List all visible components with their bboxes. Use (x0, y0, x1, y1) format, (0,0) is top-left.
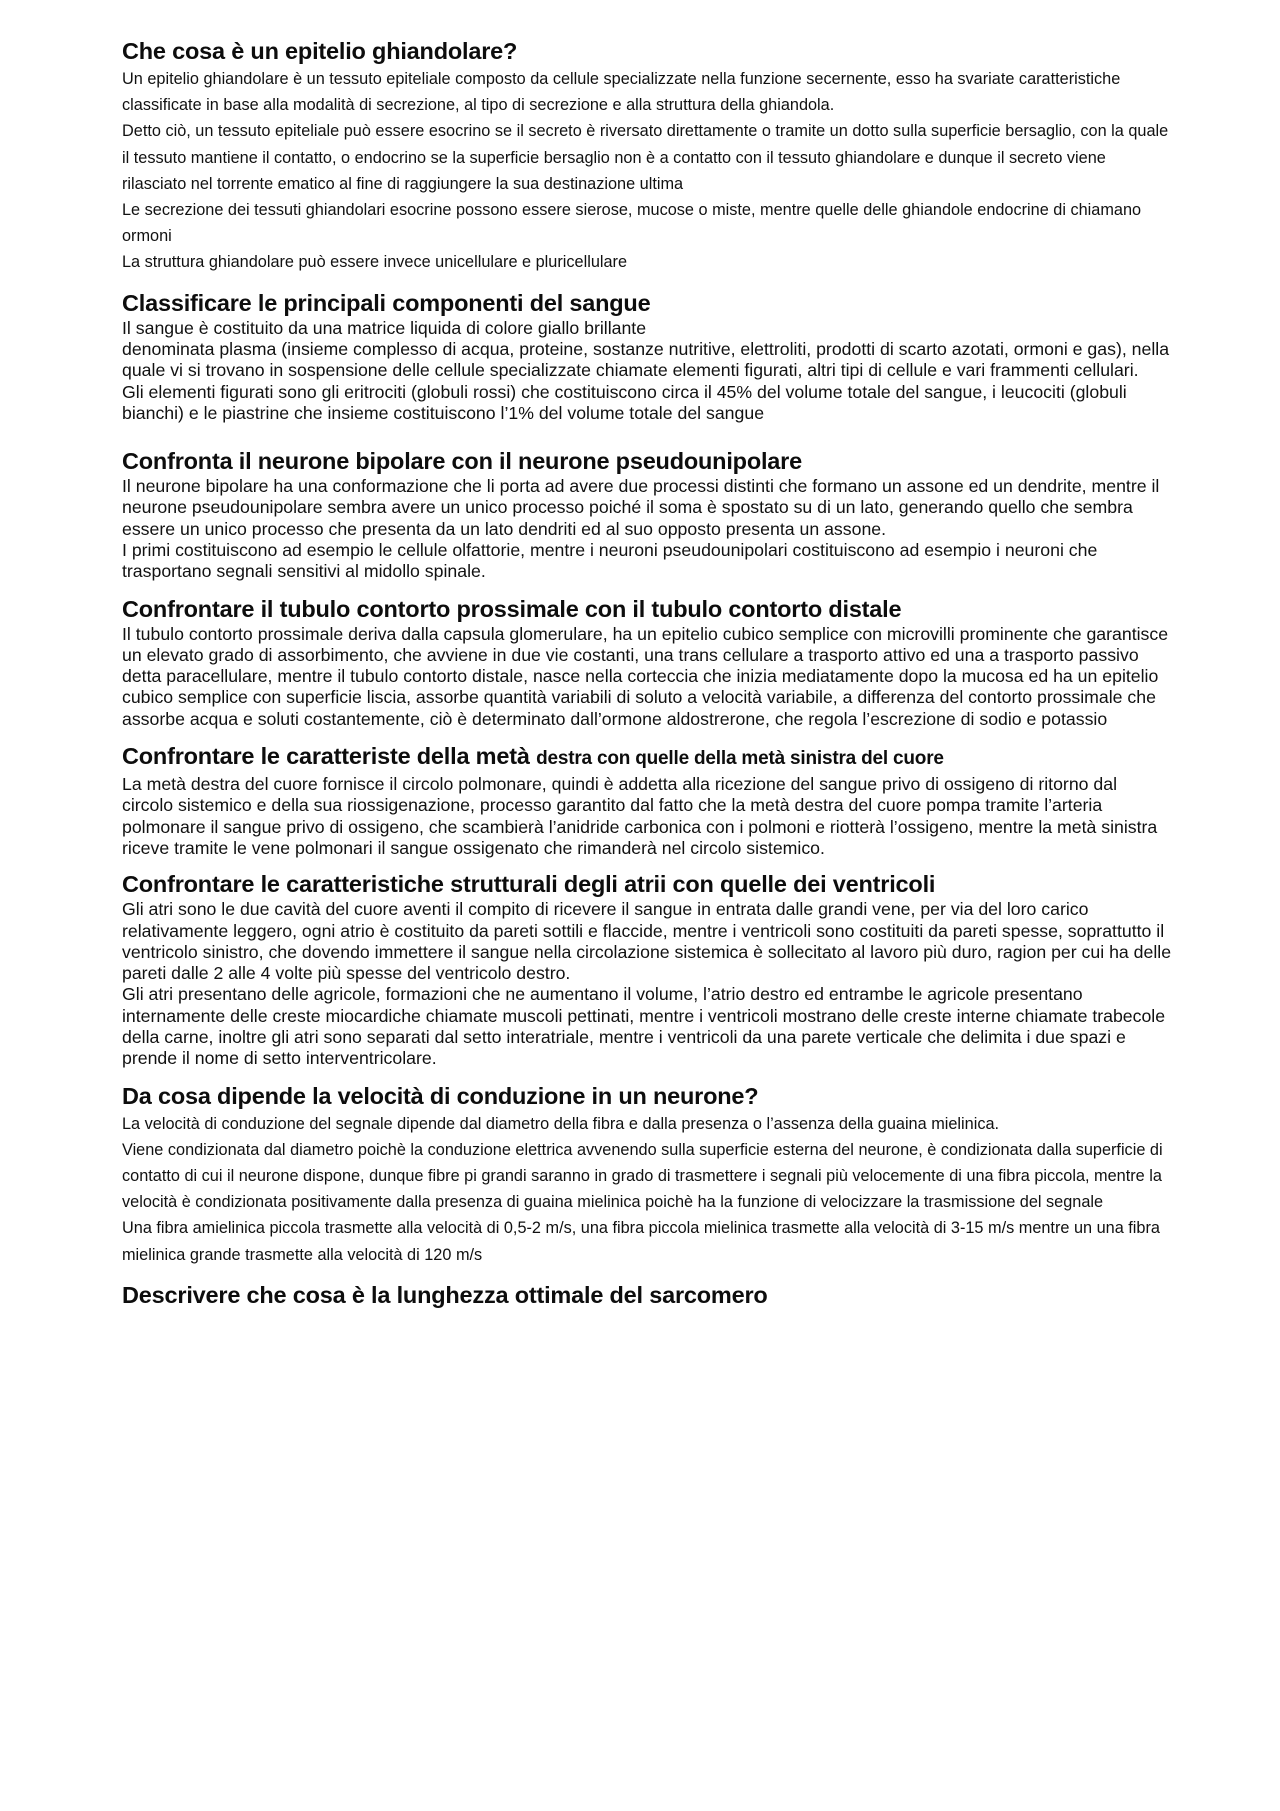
paragraph: Una fibra amielinica piccola trasmette alla velocità di 0,5-2 m/s, una fibra piccola mielinica trasmette alla velocità di 3-15 m/s mentre un una fibra mielinica grande trasmette alla velocità di 120 m/s (122, 1219, 1160, 1264)
paragraph: Gli atri presentano delle agricole, formazioni che ne aumentano il volume, l’atrio destro ed entrambe le agricole presentano internamente delle creste miocardiche chiamate muscoli pettinati, mentre i ventricoli mostrano delle creste interne chiamate trabecole della carne, inoltre gli atri sono separati dal setto interatriale, mentre i ventricoli da una parete verticale che delimita i due spazi e prende il nome di setto interventricolare. (122, 984, 1166, 1069)
section-heading: Descrivere che cosa è la lunghezza ottimale del sarcomero (122, 1281, 768, 1308)
heading-main: Confrontare le caratteriste della metà (122, 743, 530, 770)
paragraph: denominata plasma (insieme complesso di acqua, proteine, sostanze nutritive, elettroliti, prodotti di scarto azotati, ormoni e gas), nella quale vi si trovano in sospensione delle cellule specializzate chiamate elementi figurati, altri tipi di cellule e vari frammenti cellulari. (122, 338, 1170, 381)
paragraph: La struttura ghiandolare può essere invece unicellulare e pluricellulare (122, 253, 628, 272)
section-sarcomero (122, 1280, 1172, 1310)
paragraph: La velocità di conduzione del segnale dipende dal diametro della fibra e dalla presenza o l’assenza della guaina mielinica. (122, 1114, 1000, 1133)
section-heading: Da cosa dipende la velocità di conduzione in un neurone? (122, 1082, 759, 1109)
paragraph: La metà destra del cuore fornisce il circolo polmonare, quindi è addetta alla ricezione del sangue privo di ossigeno di ritorno dal circolo sistemico e della sua riossigenazione, processo garantito dal fatto che la metà destra del cuore pompa tramite l’arteria polmonare il sangue privo di ossigeno, che scambierà l’anidride carbonica con i polmoni e riotterà l’ossigeno, mentre la metà sinistra riceve tramite le vene polmonari il sangue ossigenato che rimanderà nel circolo sistemico. (122, 774, 1158, 858)
section-heading: Confrontare le caratteristiche strutturali degli atrii con quelle dei ventricoli (122, 871, 936, 898)
paragraph: Detto ciò, un tessuto epiteliale può essere esocrino se il secreto è riversato direttamente o tramite un dotto sulla superficie bersaglio, con la quale il tessuto mantiene il contatto, o endocrino se la superficie bersaglio non è a contatto con il tessuto ghiandolare e dunque il secreto viene rilasciato nel torrente ematico al fine di raggiungere la sua destinazione ultima (122, 122, 1169, 193)
section-heading: Classificare le principali componenti del sangue (122, 289, 651, 316)
section-velocita-conduzione (122, 1081, 1172, 1268)
paragraph: Il neurone bipolare ha una conformazione che li porta ad avere due processi distinti che formano un assone ed un dendrite, mentre il neurone pseudounipolare sembra avere un unico processo poiché il soma è spostato su di un lato, generando quello che sembra essere un unico processo che presenta da un lato dendriti ed al suo opposto presenta un assone. (122, 476, 1160, 539)
section-tubulo-contorto (122, 594, 1172, 730)
section-meta-cuore (122, 741, 1172, 859)
paragraph: Gli atri sono le due cavità del cuore aventi il compito di ricevere il sangue in entrata dalle grandi vene, per via del loro carico relativamente leggero, ogni atrio è costituito da pareti sottili e flaccide, mentre i ventricoli sono costituiti da pareti spesse, soprattutto il ventricolo sinistro, che dovendo immettere il sangue nella circolazione sistemica è sollecitato al lavoro più duro, ragion per cui ha delle pareti dalle 2 alle 4 volte più spesse del ventricolo destro. (122, 899, 1172, 984)
paragraph: Gli elementi figurati sono gli eritrociti (globuli rossi) che costituiscono circa il 45% del volume totale del sangue, i leucociti (globuli bianchi) e le piastrine che insieme costituiscono l’1% del volume totale del sangue (122, 381, 1127, 423)
section-heading: Che cosa è un epitelio ghiandolare? (122, 38, 518, 64)
section-epitelio-ghiandolare (122, 36, 1172, 276)
paragraph: Viene condizionata dal diametro poichè la conduzione elettrica avvenendo sulla superficie esterna del neurone, è condizionata dalla superficie di contatto di cui il neurone dispone, dunque fibre pi grandi saranno in grado di trasmettere i segnali più velocemente di una fibra piccola, mentre la velocità è condizionata positivamente dalla presenza di guaina mielinica poichè ha la funzione di velocizzare la trasmissione del segnale (122, 1140, 1163, 1212)
section-componenti-sangue (122, 288, 1172, 424)
paragraph: Il sangue è costituito da una matrice liquida di colore giallo brillante (122, 317, 647, 338)
paragraph: Un epitelio ghiandolare è un tessuto epiteliale composto da cellule specializzate nella funzione secernente, esso ha svariate caratteristiche classificate in base alla modalità di secrezione, al tipo di secrezione e alla struttura della ghiandola. (122, 70, 1121, 115)
section-neurone-bipolare (122, 446, 1172, 582)
section-heading: Confronta il neurone bipolare con il neurone pseudounipolare (122, 448, 802, 475)
paragraph: I primi costituiscono ad esempio le cellule olfattorie, mentre i neuroni pseudounipolari costituiscono ad esempio i neuroni che trasportano segnali sensitivi al midollo spinale. (122, 540, 1098, 582)
paragraph: Il tubulo contorto prossimale deriva dalla capsula glomerulare, ha un epitelio cubico semplice con microvilli prominente che garantisce un elevato grado di assorbimento, che avviene in due vie costanti, una trans cellulare a trasporto attivo ed una a trasporto passivo detta paracellulare, mentre il tubulo contorto distale, nasce nella corteccia che inizia mediatamente dopo la mucosa ed ha un epitelio cubico semplice con superficie liscia, assorbe quantità variabili di soluto a velocità variabile, a differenza del contorto prossimale che assorbe acqua e soluti costantemente, ciò è determinato dall’ormone aldostrerone, che regola l’escrezione di sodio e potassio (122, 623, 1169, 729)
section-heading: Confrontare il tubulo contorto prossimale con il tubulo contorto distale (122, 595, 902, 622)
document-page (122, 36, 1172, 1310)
heading-rest: destra con quelle della metà sinistra del cuore (536, 748, 944, 770)
section-atrii-ventricoli (122, 869, 1172, 1069)
section-heading (122, 741, 1172, 774)
paragraph: Le secrezione dei tessuti ghiandolari esocrine possono essere sierose, mucose o miste, mentre quelle delle ghiandole endocrine di chiamano ormoni (122, 201, 1142, 246)
